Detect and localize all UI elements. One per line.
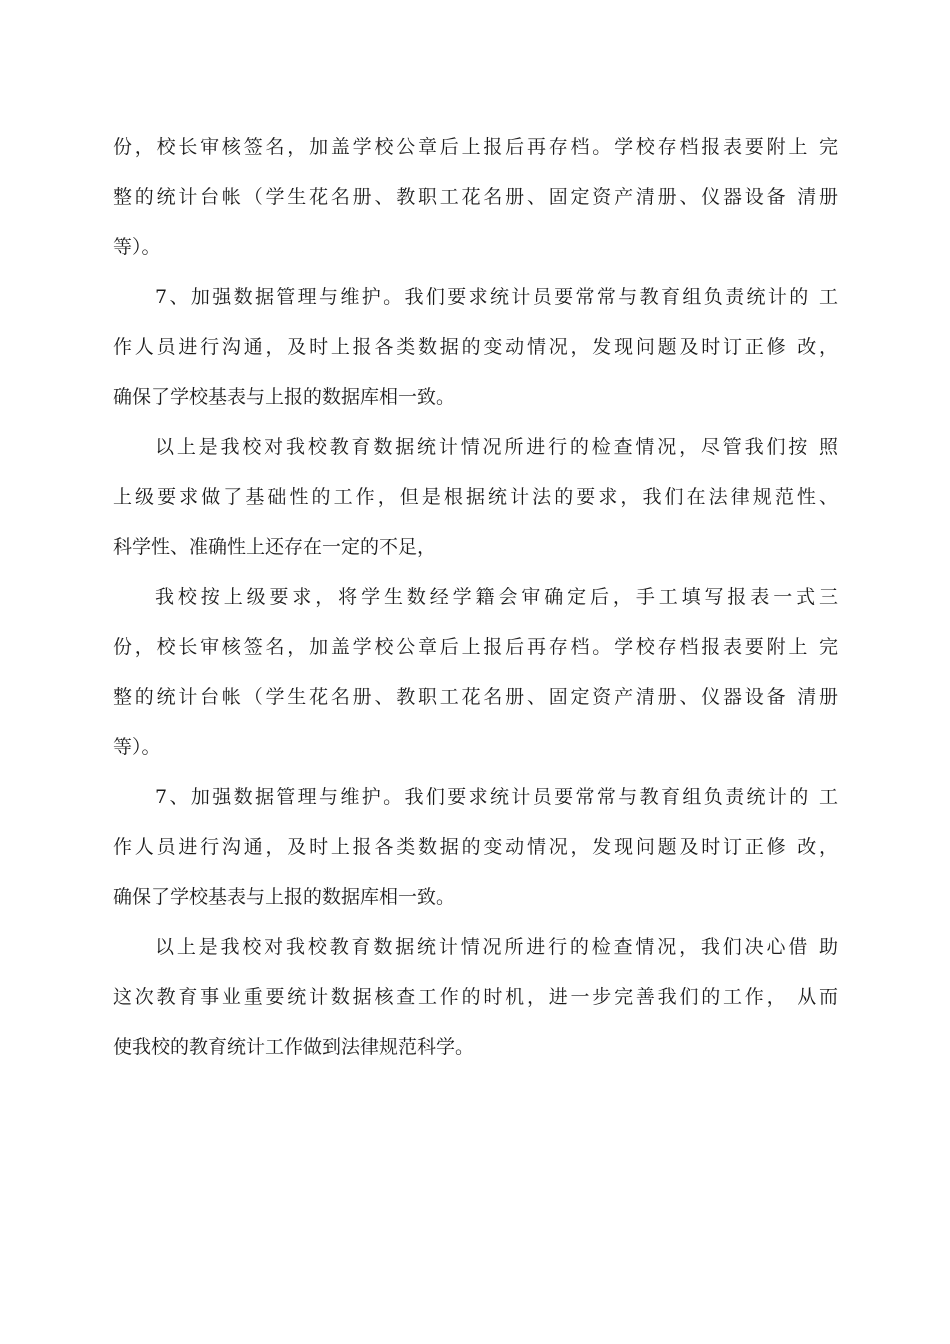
text-line: 上级要求做了基础性的工作，但是根据统计法的要求，我们在法律规范性、 bbox=[113, 486, 838, 508]
text-line: 份，校长审核签名，加盖学校公章后上报后再存档。学校存档报表要附上 完 bbox=[113, 136, 838, 158]
text-line: 科学性、准确性上还存在一定的不足， bbox=[113, 536, 437, 558]
text-line: 使我校的教育统计工作做到法律规范科学。 bbox=[113, 1036, 475, 1058]
text-line: 确保了学校基表与上报的数据库相一致。 bbox=[113, 886, 456, 908]
paragraph bbox=[113, 122, 838, 272]
text-line: 整的统计台帐（学生花名册、教职工花名册、固定资产清册、仪器设备 清册 bbox=[113, 186, 838, 208]
text-line: 这次教育事业重要统计数据核查工作的时机，进一步完善我们的工作， 从而 bbox=[113, 986, 838, 1008]
paragraph bbox=[113, 572, 838, 772]
text-line: 确保了学校基表与上报的数据库相一致。 bbox=[113, 386, 456, 408]
paragraph bbox=[113, 422, 838, 572]
paragraph bbox=[113, 772, 838, 922]
paragraph bbox=[113, 922, 838, 1072]
text-line: 份，校长审核签名，加盖学校公章后上报后再存档。学校存档报表要附上 完 bbox=[113, 636, 838, 658]
text-line: 作人员进行沟通，及时上报各类数据的变动情况，发现问题及时订正修 改， bbox=[113, 336, 838, 358]
text-line: 7、加强数据管理与维护。我们要求统计员要常常与教育组负责统计的 工 bbox=[155, 286, 838, 308]
text-line: 等）。 bbox=[113, 236, 161, 258]
paragraph bbox=[113, 272, 838, 422]
text-line: 我校按上级要求，将学生数经学籍会审确定后，手工填写报表一式三 bbox=[155, 586, 838, 608]
document-page bbox=[113, 122, 838, 1072]
text-line: 作人员进行沟通，及时上报各类数据的变动情况，发现问题及时订正修 改， bbox=[113, 836, 838, 858]
text-line: 整的统计台帐（学生花名册、教职工花名册、固定资产清册、仪器设备 清册 bbox=[113, 686, 838, 708]
text-line: 以上是我校对我校教育数据统计情况所进行的检查情况，我们决心借 助 bbox=[155, 936, 838, 958]
text-line: 等）。 bbox=[113, 736, 161, 758]
text-line: 7、加强数据管理与维护。我们要求统计员要常常与教育组负责统计的 工 bbox=[155, 786, 838, 808]
text-line: 以上是我校对我校教育数据统计情况所进行的检查情况，尽管我们按 照 bbox=[155, 436, 838, 458]
